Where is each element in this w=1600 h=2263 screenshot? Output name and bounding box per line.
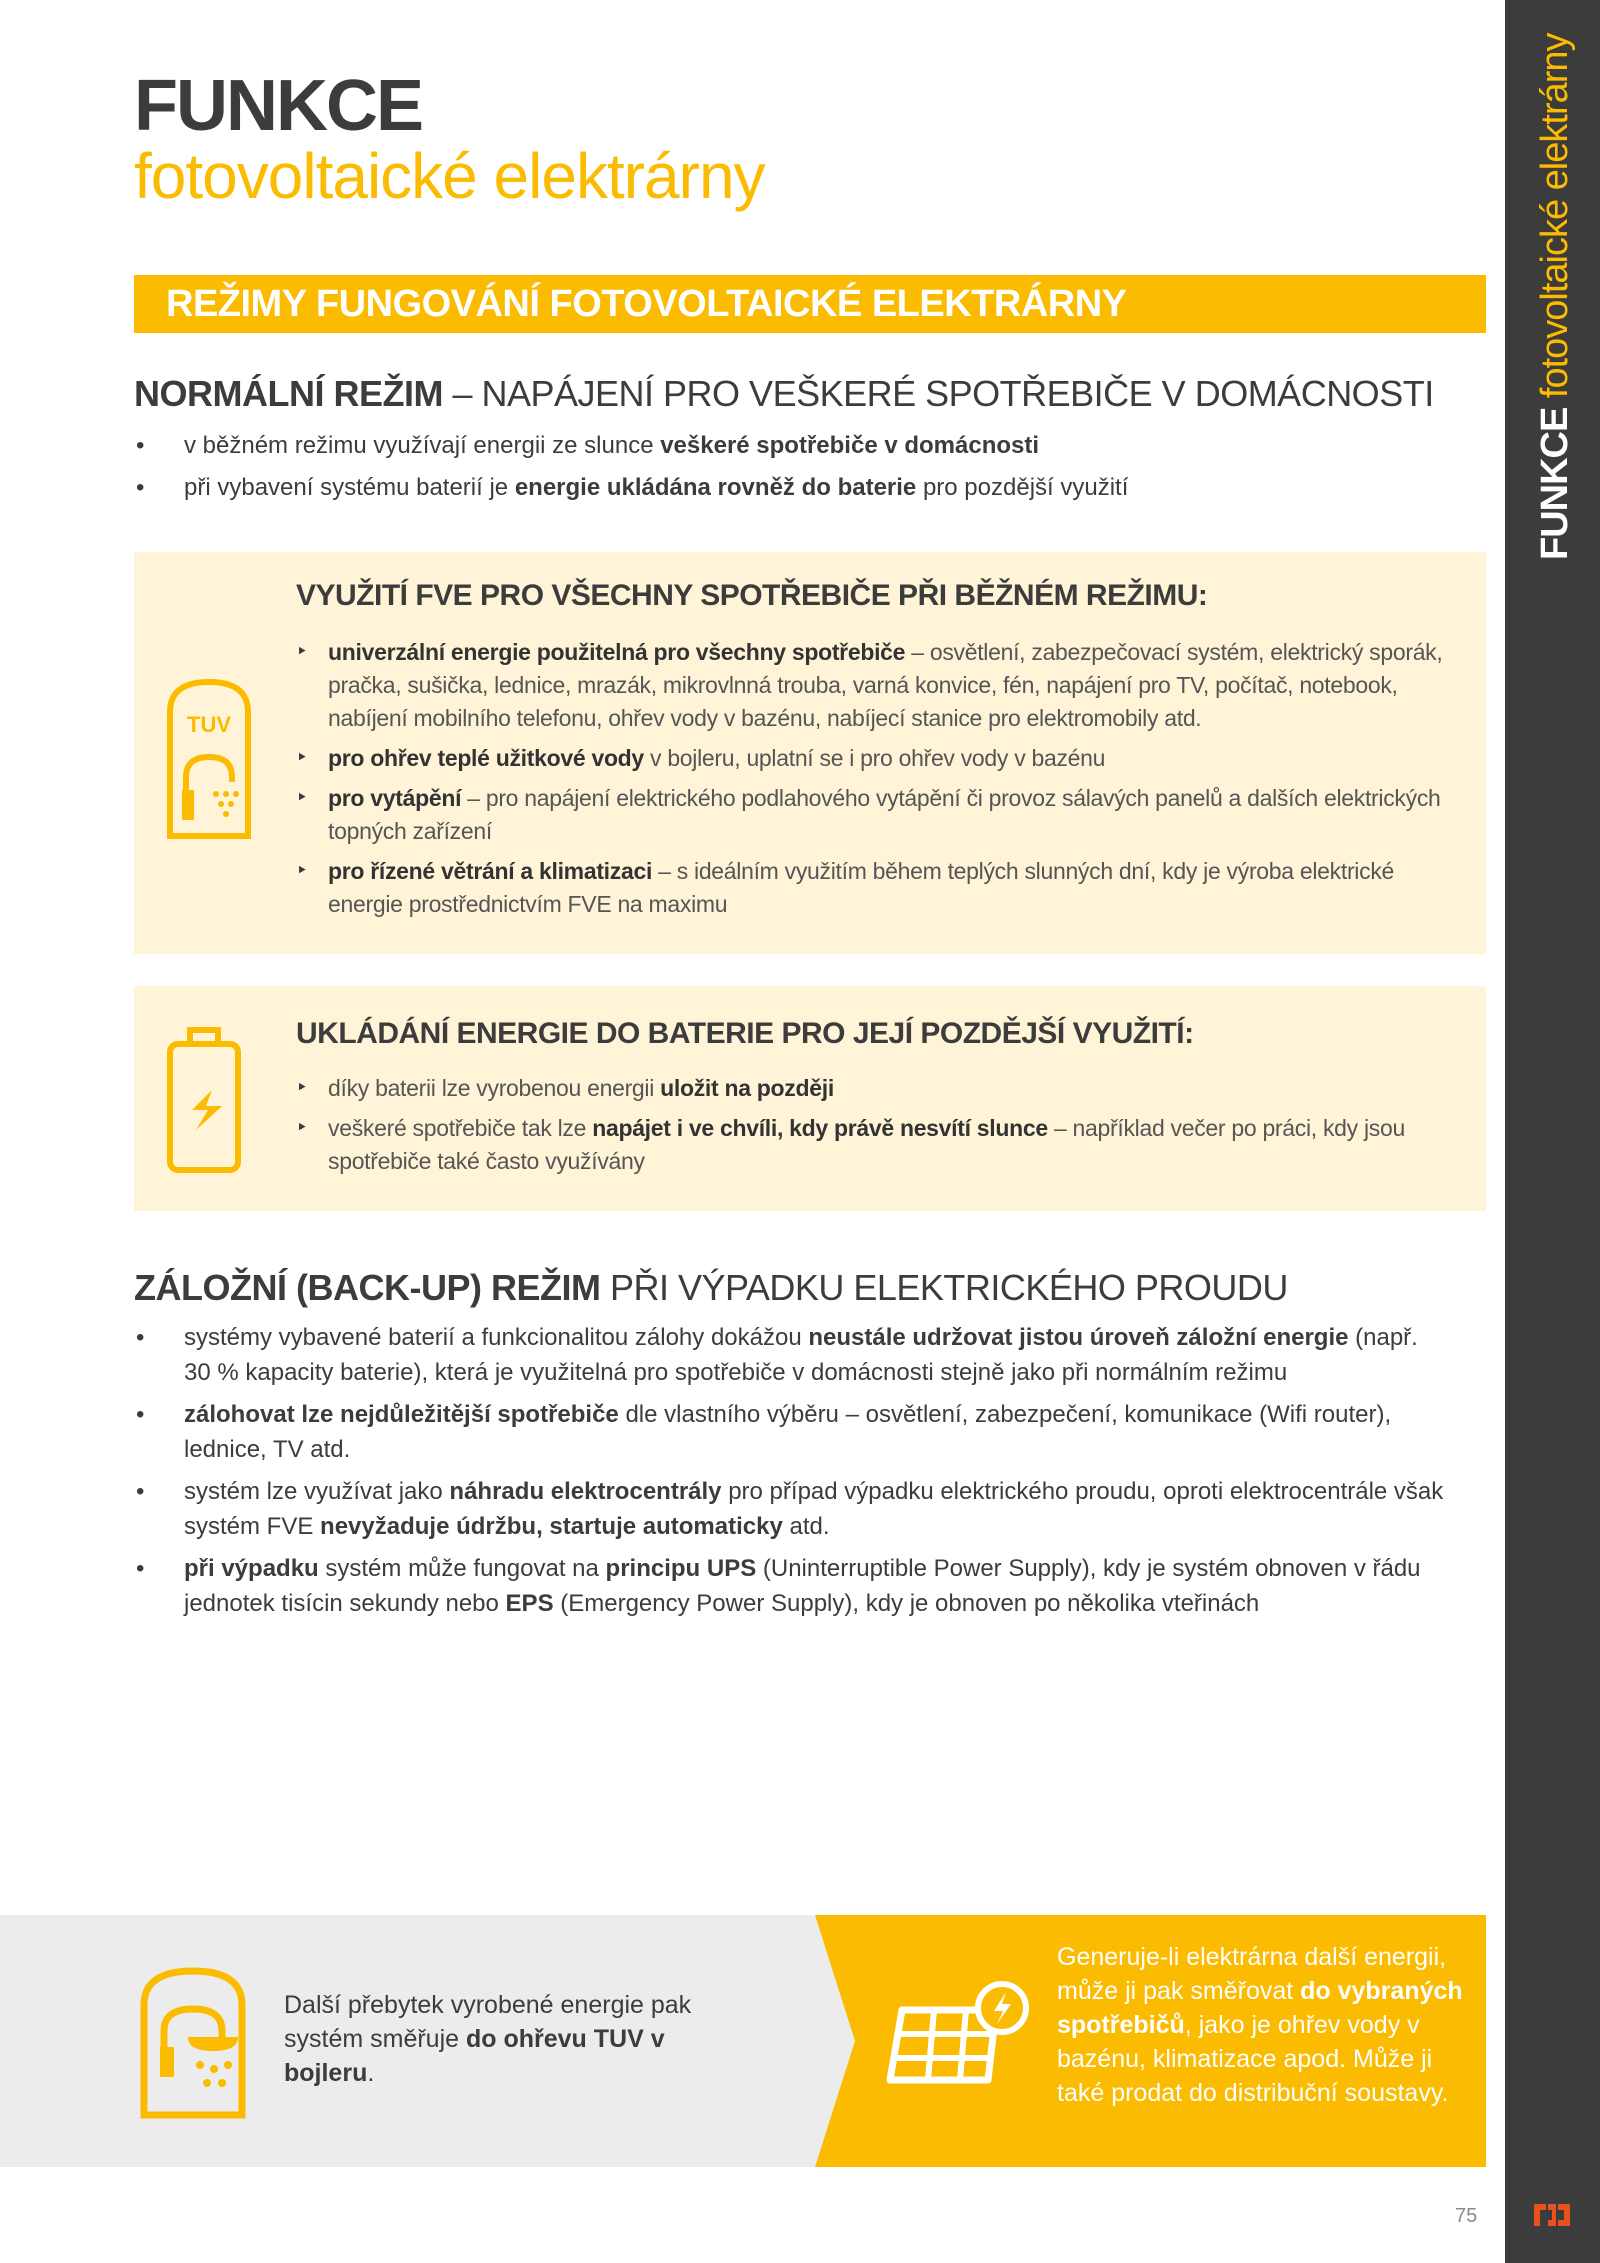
info-box-battery	[134, 986, 1486, 1211]
list-item: ‣ díky baterii lze vyrobenou energii uložit na později	[294, 1072, 1444, 1105]
section-banner-label: REŽIMY FUNGOVÁNÍ FOTOVOLTAICKÉ ELEKTRÁRNY	[166, 283, 1127, 325]
backup-mode-heading-rest: PŘI VÝPADKU ELEKTRICKÉHO PROUDU	[600, 1267, 1288, 1308]
backup-mode-heading	[134, 1266, 1288, 1310]
side-title-bold: FUNKCE	[1534, 407, 1576, 560]
page-title: FUNKCE	[134, 66, 422, 146]
side-title-light: fotovoltaické elektrárny	[1534, 33, 1576, 399]
brand-logo-icon	[1530, 2198, 1574, 2232]
list-item: • systémy vybavené baterií a funkcionalitou zálohy dokážou neustále udržovat jistou úroveň záložní energie (např. 30 % kapacity baterie), která je využitelná pro spotřebiče v domácnosti stejně jako při normálním režimu	[134, 1320, 1444, 1390]
bottom-left-text: Další přebytek vyrobené energie pak systém směřuje do ohřevu TUV v bojleru.	[284, 1991, 692, 2087]
info-box-list	[294, 1072, 1444, 1185]
boiler-shower-icon	[138, 1965, 248, 2120]
normal-mode-heading	[134, 372, 1434, 416]
info-box-title: UKLÁDÁNÍ ENERGIE DO BATERIE PRO JEJÍ POZDĚJŠÍ VYUŽITÍ:	[296, 1017, 1194, 1050]
info-box-title: VYUŽITÍ FVE PRO VŠECHNY SPOTŘEBIČE PŘI BĚŽNÉM REŽIMU:	[296, 579, 1208, 612]
info-box-normal	[134, 552, 1486, 954]
backup-mode-heading-bold: ZÁLOŽNÍ (BACK-UP) REŽIM	[134, 1267, 601, 1308]
list-item: • při vybavení systému baterií je energie ukládána rovněž do baterie pro pozdější využití	[134, 470, 1474, 505]
tuv-icon-label: TUV	[187, 712, 231, 737]
list-item: • systém lze využívat jako náhradu elektrocentrály pro případ výpadku elektrického proudu, oproti elektrocentrále však systém FVE nevyžaduje údržbu, startuje automaticky atd.	[134, 1474, 1444, 1544]
arrow-divider	[815, 1915, 875, 2167]
hot-water-tank-icon	[164, 672, 254, 842]
bottom-right-text: Generuje-li elektrárna další energii, může ji pak směřovat do vybraných spotřebičů, jako je ohřev vody v bazénu, klimatizace apod. Může ji také prodat do distribuční soustavy.	[1057, 1943, 1463, 2107]
list-item: ‣ pro vytápění – pro napájení elektrického podlahového vytápění či provoz sálavých panelů a dalších elektrických topných zařízení	[294, 782, 1444, 848]
list-item: ‣ pro řízené větrání a klimatizaci – s ideálním využitím během teplých slunných dní, kdy je výroba elektrické energie prostřednictvím FVE na maximu	[294, 855, 1444, 921]
list-item: ‣ pro ohřev teplé užitkové vody v bojleru, uplatní se i pro ohřev vody v bazénu	[294, 742, 1444, 775]
info-box-list	[294, 636, 1444, 928]
normal-mode-heading-bold: NORMÁLNÍ REŽIM	[134, 373, 443, 414]
section-banner	[134, 275, 1486, 333]
list-item: • v běžném režimu využívají energii ze slunce veškeré spotřebiče v domácnosti	[134, 428, 1474, 463]
list-item: • při výpadku systém může fungovat na principu UPS (Uninterruptible Power Supply), kdy je systém obnoven v řádu jednotek tisícin sekundy nebo EPS (Emergency Power Supply), kdy je obnoven po několika vteřinách	[134, 1551, 1444, 1621]
page-subtitle: fotovoltaické elektrárny	[134, 140, 765, 212]
battery-icon	[164, 1026, 244, 1176]
list-item: ‣ univerzální energie použitelná pro všechny spotřebiče – osvětlení, zabezpečovací systém, elektrický sporák, pračka, sušička, lednice, mrazák, mikrovlnná trouba, varná konvice, fén, napájení pro TV, počítač, notebook, nabíjení mobilního telefonu, ohřev vody v bazénu, nabíjecí stanice pro elektromobily atd.	[294, 636, 1444, 735]
solar-panel-icon	[884, 1980, 1034, 2090]
normal-mode-heading-rest: – NAPÁJENÍ PRO VEŠKERÉ SPOTŘEBIČE V DOMÁCNOSTI	[442, 373, 1434, 414]
normal-mode-list	[134, 428, 1474, 512]
page-number: 75	[1455, 2205, 1478, 2227]
list-item: ‣ veškeré spotřebiče tak lze napájet i ve chvíli, kdy právě nesvítí slunce – například večer po práci, kdy jsou spotřebiče také často využívány	[294, 1112, 1444, 1178]
backup-mode-list	[134, 1320, 1444, 1628]
list-item: • zálohovat lze nejdůležitější spotřebiče dle vlastního výběru – osvětlení, zabezpečení, komunikace (Wifi router), lednice, TV atd.	[134, 1397, 1444, 1467]
side-title	[1530, 33, 1580, 560]
